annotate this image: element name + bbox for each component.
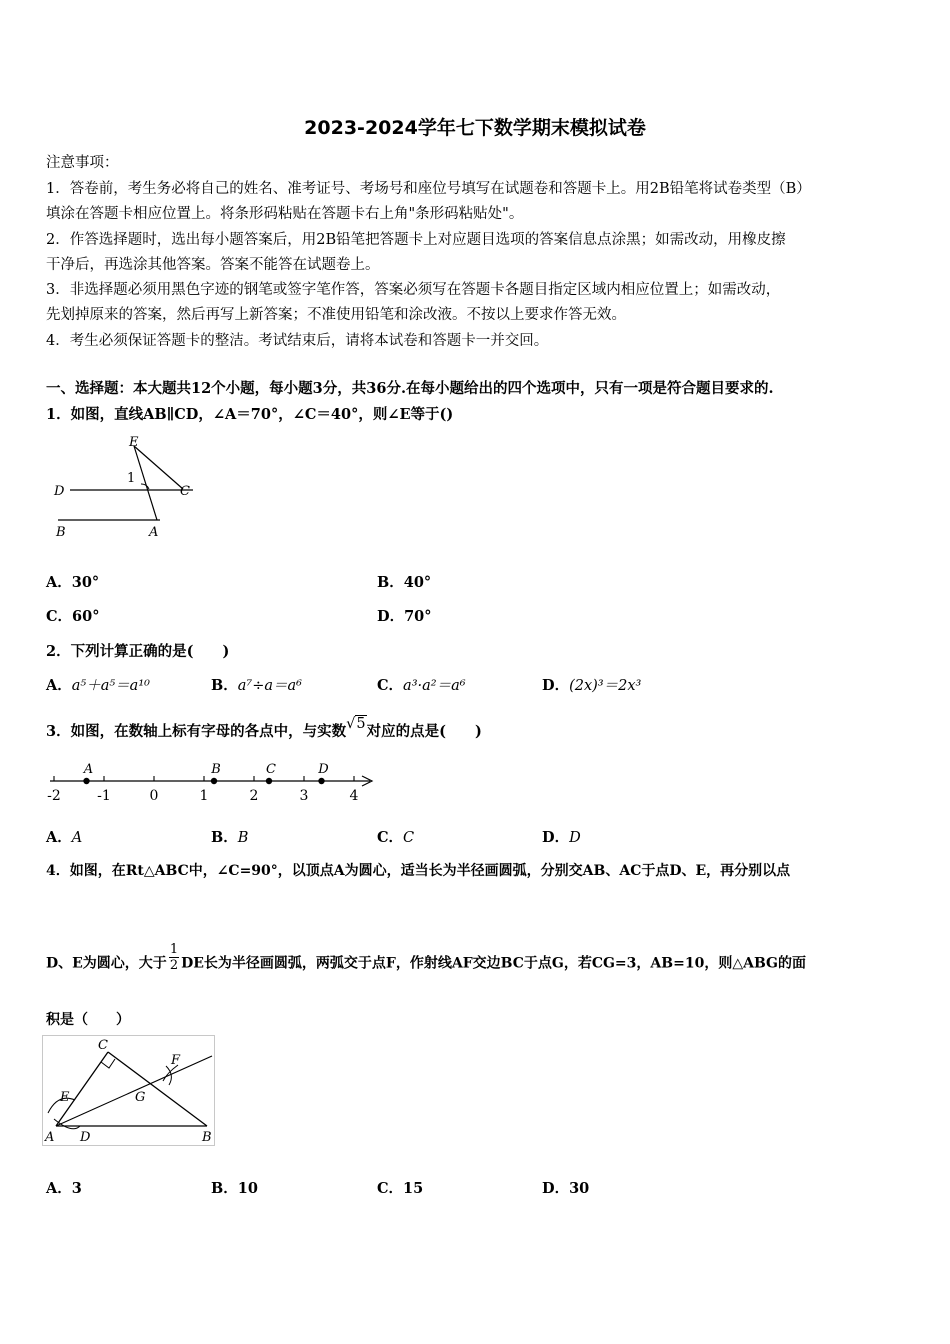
sqrt-icon <box>346 716 366 732</box>
axis-tick-label: -1 <box>97 788 111 804</box>
label-c: C <box>180 484 190 499</box>
radical-sign: √ <box>346 716 356 732</box>
section-heading: 一、选择题：本大题共12个小题，每小题3分，共36分.在每小题给出的四个选项中，只有一项是符合题目要求的. <box>46 380 774 397</box>
q3-stem-text: 3．如图，在数轴上标有字母的各点中，与实数 <box>46 723 347 740</box>
q2-option-c[interactable] <box>377 674 466 695</box>
q3-option-d[interactable] <box>542 826 581 847</box>
q3-option-value: D <box>569 830 581 846</box>
q4-stem-line3: 积是（ ） <box>46 1012 130 1028</box>
notice-line: 4．考生必须保证答题卡的整洁。考试结束后，请将本试卷和答题卡一并交回。 <box>46 333 549 349</box>
label-c: C <box>98 1038 108 1053</box>
q3-option-value: A <box>71 830 83 846</box>
q4-triangle-figure <box>42 1035 220 1147</box>
axis-tick-label: 0 <box>149 788 159 804</box>
axis-tick-label: 4 <box>349 788 359 804</box>
label-f: F <box>171 1053 181 1068</box>
label-d: D <box>54 484 65 499</box>
q1-option-c[interactable]: C．60° <box>46 608 100 625</box>
q2-option-d[interactable] <box>542 674 641 695</box>
segment-ec <box>134 446 183 489</box>
q2-option-letter: A． <box>46 677 72 694</box>
axis-point-label: B <box>211 762 221 777</box>
q2-option-letter: B． <box>211 677 238 694</box>
q2-stem: 2．下列计算正确的是( ) <box>46 643 230 660</box>
label-1: 1 <box>127 471 136 486</box>
notice-line: 3．非选择题必须用黑色字迹的钢笔或签字笔作答，答案必须写在答题卡各题目指定区域内相应位置上；如需改动， <box>46 282 781 298</box>
angle-1-arc <box>141 484 149 489</box>
axis-point-label: C <box>266 762 276 777</box>
q4-stem-line2 <box>46 942 806 979</box>
q2-option-expr: a⁵＋a⁵＝a¹⁰ <box>71 678 150 694</box>
q3-option-a[interactable] <box>46 826 82 847</box>
q3-option-letter: A． <box>46 829 72 846</box>
ray-af <box>56 1056 212 1126</box>
axis-tick-label: 1 <box>199 788 209 804</box>
q2-option-expr: a⁷÷a＝a⁶ <box>237 678 302 694</box>
q3-option-letter: D． <box>542 829 570 846</box>
notice-line: 2．作答选择题时，选出每小题答案后，用2B铅笔把答题卡上对应题目选项的答案信息点涂黑；如需改动，用橡皮擦 <box>46 232 786 248</box>
axis-point <box>83 778 89 784</box>
label-a: A <box>45 1130 55 1145</box>
q3-option-value: C <box>403 830 415 846</box>
q2-option-expr: (2x)³＝2x³ <box>569 678 642 694</box>
axis-point <box>211 778 217 784</box>
side-cb <box>108 1052 207 1126</box>
fraction-denominator: 2 <box>169 958 179 973</box>
q2-option-a[interactable] <box>46 674 150 695</box>
q2-option-letter: C． <box>377 677 404 694</box>
axis-point-label: A <box>83 762 94 777</box>
q4-option-c[interactable]: C．15 <box>377 1180 424 1197</box>
q3-option-letter: B． <box>211 829 238 846</box>
fraction <box>169 942 179 973</box>
axis-point <box>266 778 272 784</box>
notice-line: 干净后，再选涂其他答案。答案不能答在试题卷上。 <box>46 257 380 273</box>
q1-option-b[interactable]: B．40° <box>377 574 432 591</box>
q1-option-a[interactable]: A．30° <box>46 574 100 591</box>
q1-stem: 1．如图，直线AB∥CD，∠A＝70°，∠C＝40°，则∠E等于() <box>46 406 454 423</box>
q4-stem-text-end: DE长为半径画圆弧，两弧交于点F，作射线AF交边BC于点G，若CG=3，AB=10，则△ABG的面 <box>181 955 806 972</box>
q3-number-line-figure <box>42 756 382 808</box>
axis-point-label: D <box>318 762 329 777</box>
label-b: B <box>56 525 66 540</box>
page-title: 2023-2024学年七下数学期末模拟试卷 <box>304 117 646 139</box>
notice-heading: 注意事项： <box>46 155 119 171</box>
q1-parallel-lines-figure <box>50 432 200 542</box>
notice-line: 1．答卷前，考生务必将自己的姓名、准考证号、考场号和座位号填写在试题卷和答题卡上。用2B铅笔将试卷类型（B） <box>46 181 811 197</box>
segment-ea <box>134 446 157 520</box>
axis-tick-label: 2 <box>249 788 259 804</box>
q4-option-b[interactable]: B．10 <box>211 1180 258 1197</box>
q4-option-a[interactable]: A．3 <box>46 1180 82 1197</box>
label-b: B <box>202 1130 212 1145</box>
q3-stem-text-end: 对应的点是( ) <box>366 723 482 740</box>
q2-option-letter: D． <box>542 677 570 694</box>
label-e: E <box>60 1090 70 1105</box>
label-d: D <box>80 1130 91 1145</box>
axis-tick-label: -2 <box>47 788 61 804</box>
q2-option-expr: a³·a²＝a⁶ <box>403 678 466 694</box>
label-g: G <box>135 1090 146 1105</box>
q3-option-b[interactable] <box>211 826 248 847</box>
q3-option-letter: C． <box>377 829 404 846</box>
q4-option-d[interactable]: D．30 <box>542 1180 590 1197</box>
axis-point <box>318 778 324 784</box>
q1-option-d[interactable]: D．70° <box>377 608 432 625</box>
q4-stem-text: D、E为圆心，大于 <box>46 955 167 972</box>
notice-line: 先划掉原来的答案，然后再写上新答案；不准使用铅笔和涂改液。不按以上要求作答无效。 <box>46 307 626 323</box>
right-angle-mark <box>101 1059 115 1068</box>
axis-ticks <box>47 776 358 804</box>
notice-line: 填涂在答题卡相应位置上。将条形码粘贴在答题卡右上角"条形码粘贴处"。 <box>46 206 524 222</box>
axis-tick-label: 3 <box>299 788 309 804</box>
q2-option-b[interactable] <box>211 674 302 695</box>
q3-option-value: B <box>237 830 249 846</box>
q3-stem <box>46 716 482 741</box>
label-a: A <box>149 525 159 540</box>
radicand: 5 <box>356 716 366 732</box>
q4-stem-line1: 4．如图，在Rt△ABC中，∠C=90°，以顶点A为圆心，适当长为半径画圆弧，分别交AB、AC于点D、E，再分别以点 <box>46 863 791 879</box>
label-e: E <box>129 435 139 450</box>
fraction-numerator: 1 <box>169 942 179 957</box>
q3-option-c[interactable] <box>377 826 414 847</box>
